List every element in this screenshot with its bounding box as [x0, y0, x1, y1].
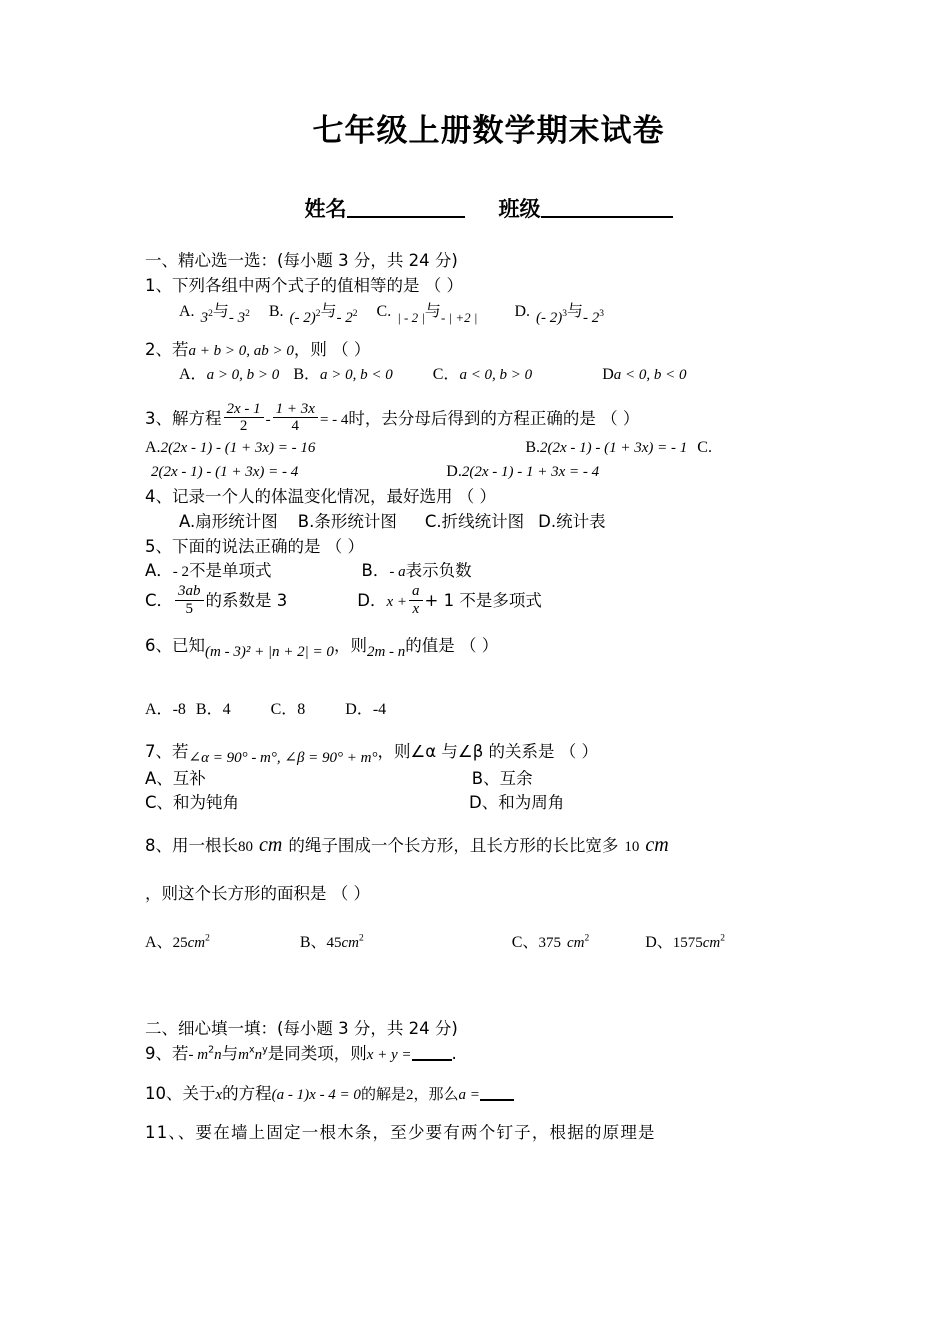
question-5-options-row-1 — [145, 559, 832, 583]
option-8c: C、375 $cm^2$ — [511, 933, 590, 951]
option-1b: B. (- 2)$^2$与- $2^2$ — [268, 300, 358, 326]
option-2c: C．a < 0, b > 0 — [432, 365, 533, 383]
question-2-stem-suffix: ，则 （ ） — [293, 340, 371, 360]
question-1-stem: 下列各组中两个式子的值相等的是 （ ） — [172, 276, 463, 296]
question-7-number: 7、 — [145, 742, 172, 762]
option-3d: D.2(2x - 1) - 1 + 3x = - 4 — [446, 463, 600, 481]
question-2-options — [145, 363, 832, 387]
question-8-unit-1: cm — [259, 833, 283, 856]
question-2-number: 2、 — [145, 340, 172, 360]
question-6-stem-suffix: 的值是 （ ） — [405, 635, 499, 655]
option-1d: D. (- 2)$^3$与- $2^3$ — [514, 300, 605, 326]
question-4-number: 4、 — [145, 487, 172, 507]
question-11 — [145, 1121, 832, 1145]
question-3-stem-prefix: 解方程 — [172, 408, 222, 428]
question-2-math: a + b > 0, ab > 0 — [188, 343, 294, 360]
name-blank[interactable] — [347, 216, 465, 218]
option-6a: A．-8 — [145, 701, 186, 719]
question-4-stem: 记录一个人的体温变化情况，最好选用 （ ） — [172, 487, 496, 507]
question-8-stem-p1: 用一根长 — [172, 835, 238, 855]
question-9: 9、若- $m^2n$与$m^xn^y$是同类项，则x + y = . — [145, 1044, 457, 1064]
option-3c-text: 2(2x - 1) - (1 + 3x) = - 4 — [151, 464, 299, 481]
option-1c: C. | - 2 |与- | +2 | — [376, 300, 478, 325]
question-8-stem-line-2: ，则这个长方形的面积是 （ ） — [145, 884, 370, 904]
question-11-number: 11、 — [145, 1123, 178, 1143]
option-4d: D.统计表 — [538, 511, 606, 531]
question-11-stem: 、要在墙上固定一根木条，至少要有两个钉子，根据的原理是 — [177, 1123, 656, 1143]
option-2a: A．a > 0, b > 0 — [179, 365, 280, 383]
question-3: 3、解方程 $\frac{2x - 1}{2}$ - $\frac{1 + 3x}{4}$ = - 4时，去分母后得到的方程正确的是 （ ） — [145, 400, 640, 435]
option-5d: D．x + $\frac{a}{x}$ + 1 不是多项式 — [357, 583, 542, 617]
option-5b: B．- a表示负数 — [361, 561, 472, 581]
option-6b: B．4 — [195, 701, 231, 719]
class-blank[interactable] — [541, 216, 673, 218]
option-8a: A、$25cm^2$ — [145, 933, 210, 951]
option-2b: B．a > 0, b < 0 — [293, 365, 393, 383]
page-title: 七年级上册数学期末试卷 — [312, 113, 665, 149]
question-8-options — [145, 931, 832, 955]
question-7-stem-suffix: ，则∠α 与∠β 的关系是 （ ） — [377, 742, 598, 762]
question-4-options — [145, 510, 832, 534]
question-2 — [145, 338, 832, 362]
question-6-math: (m - 3)² + |n + 2| = 0 — [205, 643, 334, 660]
question-10: 10、关于x的方程(a - 1)x - 4 = 0的解是2，那么a = — [145, 1082, 832, 1106]
question-3-fraction-1: $\frac{2x - 1}{2}$ — [224, 401, 264, 436]
option-6c: C．8 — [270, 701, 306, 719]
option-2d: Da < 0, b < 0 — [602, 365, 687, 383]
question-1-options — [145, 299, 832, 324]
option-7d: D、和为周角 — [469, 793, 565, 813]
exam-body — [145, 249, 832, 1146]
question-8-unit-2: cm — [645, 833, 669, 856]
question-5-number: 5、 — [145, 537, 172, 557]
question-6 — [145, 634, 832, 658]
class-label: 班级 — [498, 196, 541, 221]
option-4a: A.扇形统计图 — [179, 511, 278, 531]
question-3-fraction-2: $\frac{1 + 3x}{4}$ — [273, 401, 318, 436]
question-9-stem-prefix: 若 — [172, 1044, 189, 1064]
question-9-answer-blank[interactable] — [412, 1059, 452, 1061]
question-4 — [145, 485, 832, 509]
option-3b: B.2(2x - 1) - (1 + 3x) = - 1 — [525, 439, 688, 457]
question-6-number: 6、 — [145, 635, 172, 655]
question-8-number: 8、 — [145, 835, 172, 855]
option-1a: A. $3^2$与- $3^2$ — [179, 300, 250, 326]
question-10-number: 10、 — [145, 1083, 183, 1103]
question-9-number: 9、 — [145, 1044, 172, 1064]
question-7-stem-prefix: 若 — [172, 742, 189, 762]
option-5a: A．- 2不是单项式 — [145, 561, 272, 581]
question-5 — [145, 535, 832, 559]
option-7c: C、和为钝角 — [145, 793, 240, 813]
option-3c-label: C. — [697, 439, 712, 457]
question-3-number: 3、 — [145, 408, 172, 428]
option-8d: D、$1575cm^2$ — [645, 933, 725, 951]
question-3-stem-suffix: 时，去分母后得到的方程正确的是 （ ） — [348, 408, 640, 428]
question-1-number: 1、 — [145, 276, 172, 296]
section-heading-1: 一、精心选一选：(每小题 3 分，共 24 分) — [145, 250, 458, 270]
option-8b: B、$45cm^2$ — [299, 933, 364, 951]
question-1 — [145, 274, 832, 298]
question-2-stem-prefix: 若 — [172, 340, 189, 360]
question-5-stem: 下面的说法正确的是 （ ） — [172, 537, 364, 557]
option-4c: C.折线统计图 — [424, 511, 525, 531]
option-7a: A、互补 — [145, 769, 206, 789]
option-5d-fraction: $\frac{a}{x}$ — [409, 583, 423, 618]
section-heading-2: 二、细心填一填：(每小题 3 分，共 24 分) — [145, 1018, 458, 1038]
question-8-stem-p2: 的绳子围成一个长方形，且长方形的长比宽多 — [288, 835, 619, 855]
question-6-math-2: 2m - n — [366, 643, 406, 660]
option-5c: C． $\frac{3ab}{5}$ 的系数是 3 — [145, 583, 288, 617]
question-7-math: ∠α = 90° - m°, ∠β = 90° + m° — [188, 750, 378, 767]
name-label: 姓名 — [304, 196, 347, 221]
question-6-stem-prefix: 已知 — [172, 635, 205, 655]
option-7b: B、互余 — [471, 769, 533, 789]
question-8: 8、用一根长80 cm 的绳子围成一个长方形，且长方形的长比宽多 10 cm — [145, 833, 669, 856]
question-3-options-line-2 — [145, 460, 832, 484]
question-6-options — [145, 698, 832, 722]
question-5-options-row-2 — [145, 584, 832, 619]
question-3-options-line-1 — [145, 436, 832, 460]
question-10-answer-blank[interactable] — [480, 1099, 514, 1101]
student-info-line — [145, 193, 832, 223]
option-6d: D．-4 — [345, 701, 387, 719]
question-7-options-row-2 — [145, 791, 832, 815]
option-4b: B.条形统计图 — [297, 511, 397, 531]
option-3a: A.2(2x - 1) - (1 + 3x) = - 16 — [145, 439, 316, 457]
option-5c-fraction: $\frac{3ab}{5}$ — [175, 583, 204, 618]
question-6-stem-mid: ，则 — [333, 635, 367, 655]
question-7 — [145, 737, 832, 767]
